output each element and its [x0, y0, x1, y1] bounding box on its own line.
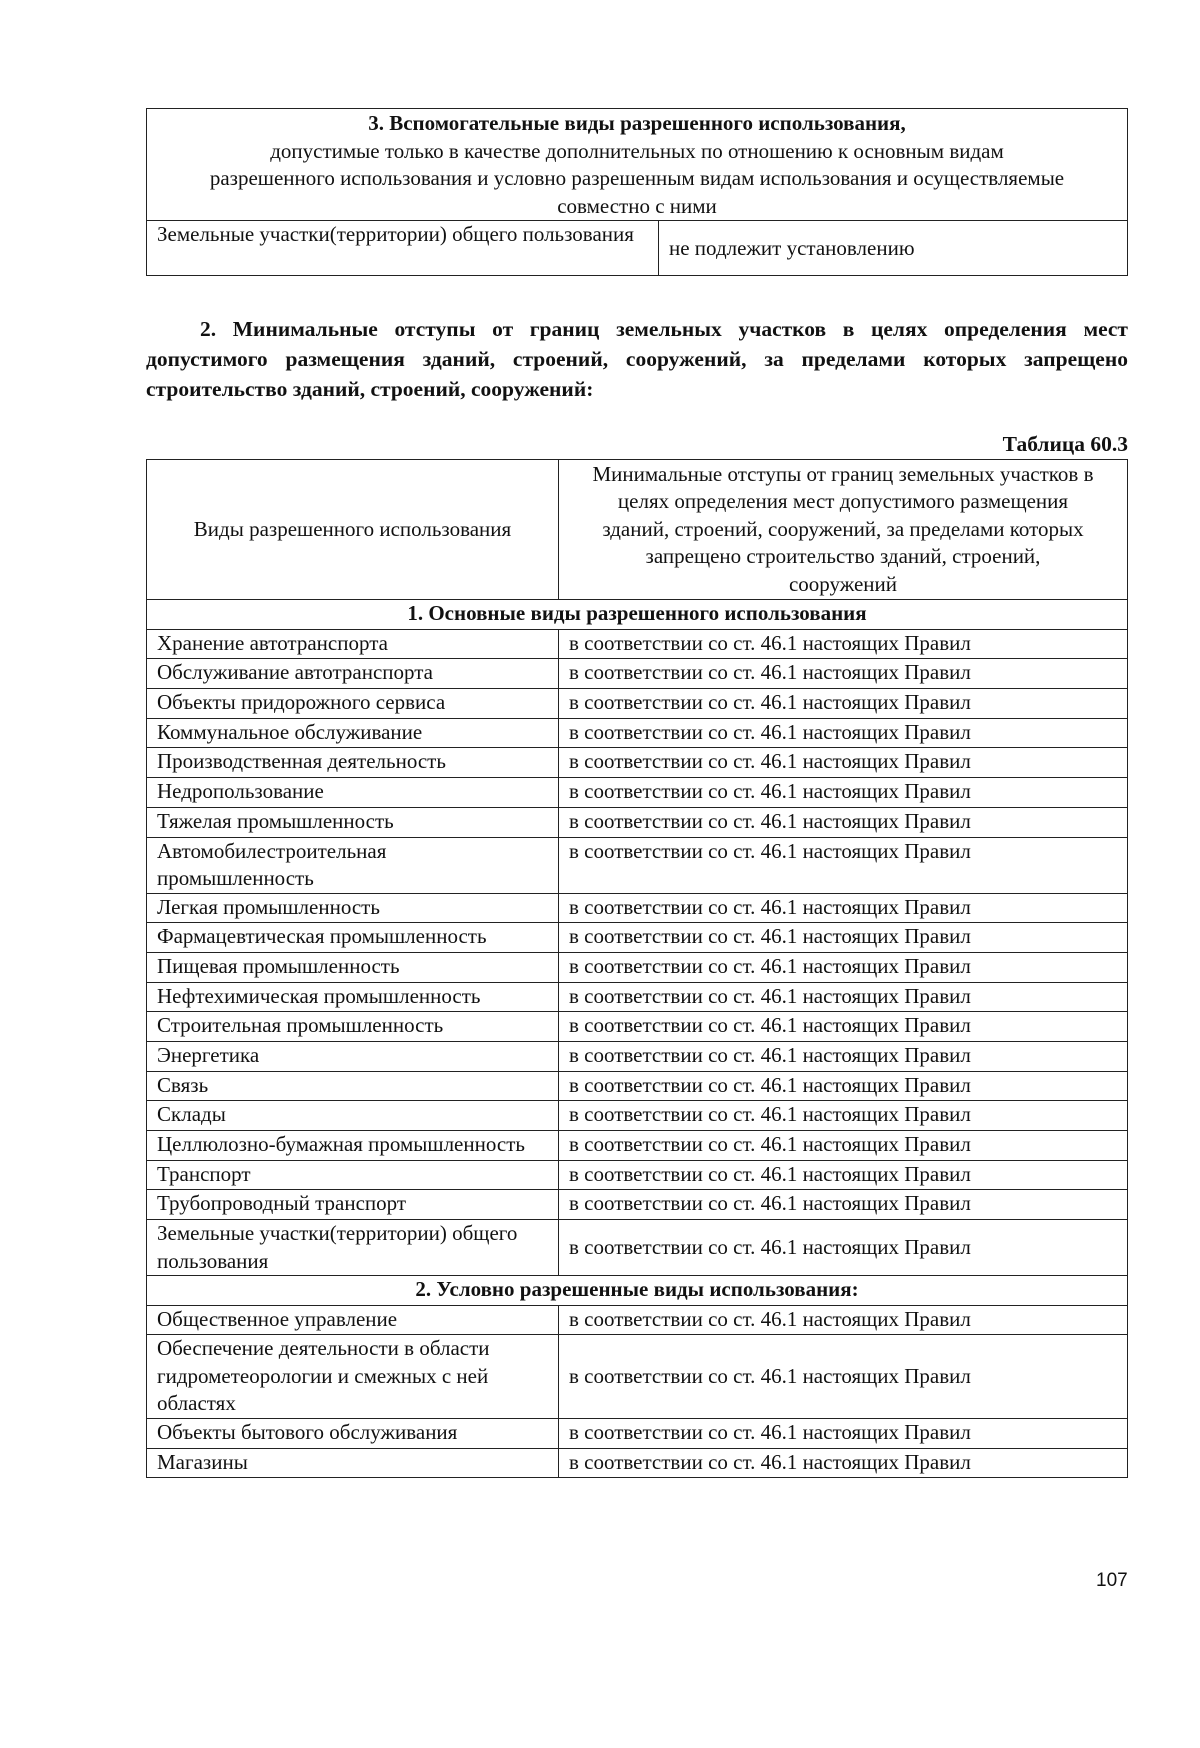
use-cell: Трубопроводный транспорт [147, 1190, 559, 1220]
value-cell: в соответствии со ст. 46.1 настоящих Правил [559, 1131, 1128, 1161]
use-cell: Энергетика [147, 1041, 559, 1071]
page-number: 107 [1096, 1570, 1128, 1591]
table-row [147, 1305, 1128, 1335]
value-cell: в соответствии со ст. 46.1 настоящих Правил [559, 1012, 1128, 1042]
use-cell: Целлюлозно-бумажная промышленность [147, 1131, 559, 1161]
value-cell: в соответствии со ст. 46.1 настоящих Правил [559, 893, 1128, 923]
value-cell: в соответствии со ст. 46.1 настоящих Правил [559, 1418, 1128, 1448]
value-cell: в соответствии со ст. 46.1 настоящих Правил [559, 1160, 1128, 1190]
value-cell: в соответствии со ст. 46.1 настоящих Правил [559, 982, 1128, 1012]
section-title: 1. Основные виды разрешенного использования [147, 600, 1128, 630]
use-cell: Тяжелая промышленность [147, 807, 559, 837]
use-cell: Коммунальное обслуживание [147, 718, 559, 748]
table-row [147, 982, 1128, 1012]
table-row [147, 689, 1128, 719]
table-row [147, 1012, 1128, 1042]
value-cell: в соответствии со ст. 46.1 настоящих Правил [559, 923, 1128, 953]
table-row [147, 1131, 1128, 1161]
section-row [147, 600, 1128, 630]
value-cell: в соответствии со ст. 46.1 настоящих Правил [559, 748, 1128, 778]
section-title: 2. Условно разрешенные виды использования: [147, 1276, 1128, 1306]
table-row [147, 1190, 1128, 1220]
use-cell: Нефтехимическая промышленность [147, 982, 559, 1012]
table-row [147, 1220, 1128, 1276]
table-row [147, 221, 1128, 276]
value-cell: в соответствии со ст. 46.1 настоящих Правил [559, 1448, 1128, 1478]
value-cell: в соответствии со ст. 46.1 настоящих Правил [559, 807, 1128, 837]
value-cell: в соответствии со ст. 46.1 настоящих Правил [559, 1071, 1128, 1101]
use-cell: Легкая промышленность [147, 893, 559, 923]
use-cell: Общественное управление [147, 1305, 559, 1335]
value-cell: в соответствии со ст. 46.1 настоящих Правил [559, 1335, 1128, 1419]
table-row [147, 837, 1128, 893]
table-row [147, 748, 1128, 778]
use-cell: Автомобилестроительная промышленность [147, 837, 559, 893]
table-row [147, 1448, 1128, 1478]
table-row [147, 807, 1128, 837]
use-cell: Производственная деятельность [147, 748, 559, 778]
table-caption: Таблица 60.3 [1002, 432, 1128, 456]
value-cell: в соответствии со ст. 46.1 настоящих Правил [559, 952, 1128, 982]
table-header-row [147, 460, 1128, 600]
table-row [147, 923, 1128, 953]
table-row [147, 1041, 1128, 1071]
use-cell: Земельные участки(территории) общего пользования [147, 1220, 559, 1276]
use-cell: Хранение автотранспорта [147, 629, 559, 659]
use-cell: Обеспечение деятельности в области гидрометеорологии и смежных с ней областях [147, 1335, 559, 1419]
use-cell: Магазины [147, 1448, 559, 1478]
table-row [147, 778, 1128, 808]
table-row [147, 1101, 1128, 1131]
value-cell: в соответствии со ст. 46.1 настоящих Правил [559, 778, 1128, 808]
setbacks-table [146, 459, 1128, 1478]
use-cell: Транспорт [147, 1160, 559, 1190]
value-cell: в соответствии со ст. 46.1 настоящих Правил [559, 837, 1128, 893]
value-cell: в соответствии со ст. 46.1 настоящих Правил [559, 629, 1128, 659]
table-row [147, 1071, 1128, 1101]
aux-table-header [147, 109, 1128, 221]
use-cell: Фармацевтическая промышленность [147, 923, 559, 953]
value-cell: в соответствии со ст. 46.1 настоящих Правил [559, 1101, 1128, 1131]
use-cell: Объекты бытового обслуживания [147, 1418, 559, 1448]
value-cell: в соответствии со ст. 46.1 настоящих Правил [559, 689, 1128, 719]
table-row [147, 1160, 1128, 1190]
use-cell: Связь [147, 1071, 559, 1101]
value-cell: в соответствии со ст. 46.1 настоящих Правил [559, 1190, 1128, 1220]
value-cell: в соответствии со ст. 46.1 настоящих Правил [559, 1041, 1128, 1071]
value-cell: в соответствии со ст. 46.1 настоящих Правил [559, 718, 1128, 748]
table-row [147, 1335, 1128, 1419]
table-row [147, 952, 1128, 982]
use-cell: Земельные участки(территории) общего пользования [147, 221, 659, 276]
section-row [147, 1276, 1128, 1306]
aux-table-subtitle: допустимые только в качестве дополнительных по отношению к основным видам разрешенного использования и условно разрешенным видам использования и осуществляемые совместно с ними [209, 138, 1065, 218]
table-row [147, 629, 1128, 659]
use-cell: Строительная промышленность [147, 1012, 559, 1042]
auxiliary-uses-table [146, 108, 1128, 276]
value-cell: в соответствии со ст. 46.1 настоящих Правил [559, 659, 1128, 689]
value-cell: не подлежит установлению [659, 221, 1128, 276]
use-cell: Обслуживание автотранспорта [147, 659, 559, 689]
table-row [147, 659, 1128, 689]
value-cell: в соответствии со ст. 46.1 настоящих Правил [559, 1305, 1128, 1335]
use-cell: Недропользование [147, 778, 559, 808]
header-cell: Виды разрешенного использования [147, 460, 559, 600]
table-row [147, 1418, 1128, 1448]
table-row [147, 718, 1128, 748]
use-cell: Пищевая промышленность [147, 952, 559, 982]
use-cell: Объекты придорожного сервиса [147, 689, 559, 719]
value-cell: в соответствии со ст. 46.1 настоящих Правил [559, 1220, 1128, 1276]
header-cell: Минимальные отступы от границ земельных участков в целях определения мест допустимого размещения зданий, строений, сооружений, за пределами которых запрещено строительство зданий, строений, сооружений [559, 460, 1128, 600]
aux-table-title: 3. Вспомогательные виды разрешенного использования, [368, 111, 906, 135]
use-cell: Склады [147, 1101, 559, 1131]
section-heading: 2. Минимальные отступы от границ земельных участков в целях определения мест допустимого размещения зданий, строений, сооружений, за пределами которых запрещено строительство зданий, строений, сооружений: [146, 317, 1128, 401]
table-row [147, 893, 1128, 923]
